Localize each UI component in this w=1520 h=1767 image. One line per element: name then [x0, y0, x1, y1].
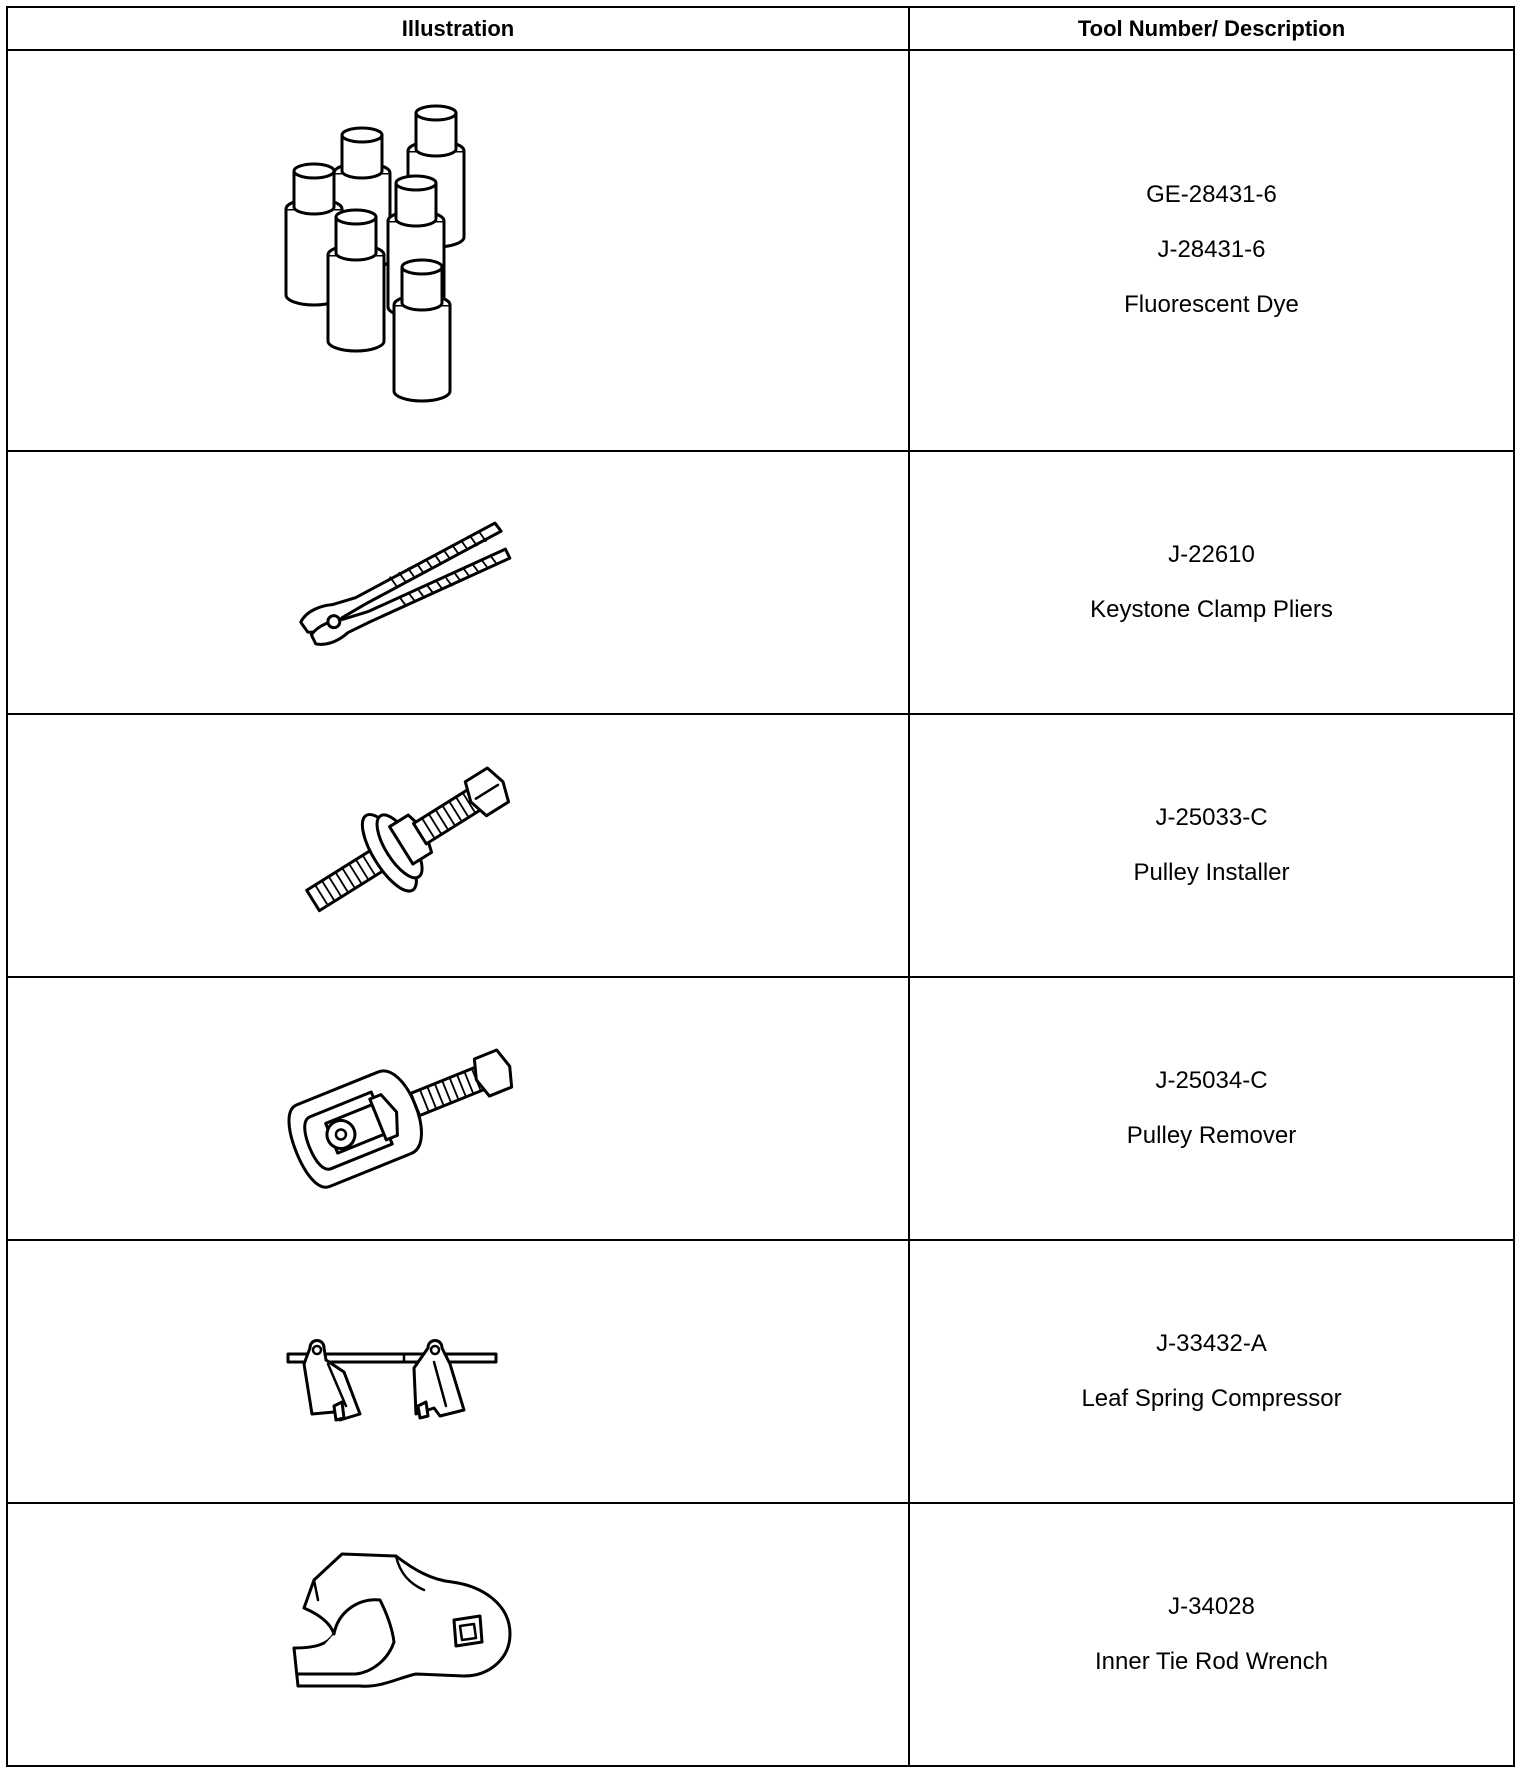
tool-number: J-34028: [1168, 1592, 1255, 1620]
tool-description: Pulley Remover: [1126, 1121, 1297, 1149]
illustration-cell: [7, 714, 909, 977]
pulley-remover-icon: [284, 1029, 524, 1189]
tool-number: J-22610: [1168, 540, 1255, 568]
tool-description: Leaf Spring Compressor: [1081, 1384, 1342, 1412]
illustration-cell: [7, 977, 909, 1240]
special-tools-table: [6, 6, 1515, 1767]
description-cell: [909, 50, 1514, 451]
tool-description: Keystone Clamp Pliers: [1090, 595, 1333, 623]
illustration-cell: [7, 50, 909, 451]
tool-number: GE-28431-6: [1146, 181, 1277, 209]
description-cell: [909, 1240, 1514, 1503]
description-cell: [909, 451, 1514, 714]
inner-tie-rod-wrench-icon: [284, 1550, 524, 1720]
description-cell: [909, 977, 1514, 1240]
description-cell: [909, 714, 1514, 977]
leaf-spring-compressor-icon: [284, 1302, 524, 1442]
illustration-cell: [7, 1503, 909, 1766]
tool-number: J-25034-C: [1155, 1066, 1268, 1094]
tool-number: J-33432-A: [1156, 1329, 1267, 1357]
illustration-cell: [7, 1240, 909, 1503]
tool-description: Inner Tie Rod Wrench: [1094, 1647, 1328, 1675]
table-row: [7, 1240, 1514, 1503]
table-row: [7, 50, 1514, 451]
tool-number: J-28431-6: [1157, 236, 1266, 264]
tool-number: J-25033-C: [1155, 803, 1268, 831]
table-row: [7, 714, 1514, 977]
description-cell: [909, 1503, 1514, 1766]
table-row: [7, 1503, 1514, 1766]
header-illustration: Illustration: [7, 7, 909, 50]
table-row: [7, 451, 1514, 714]
keystone-clamp-pliers-icon: [284, 513, 524, 653]
fluorescent-dye-bottles-icon: [284, 91, 524, 411]
tool-description: Pulley Installer: [1133, 858, 1290, 886]
table-row: [7, 977, 1514, 1240]
header-tool-number-description: Tool Number/ Description: [909, 7, 1514, 50]
pulley-installer-icon: [284, 766, 524, 926]
tool-description: Fluorescent Dye: [1124, 290, 1299, 318]
table-header-row: [7, 7, 1514, 50]
illustration-cell: [7, 451, 909, 714]
